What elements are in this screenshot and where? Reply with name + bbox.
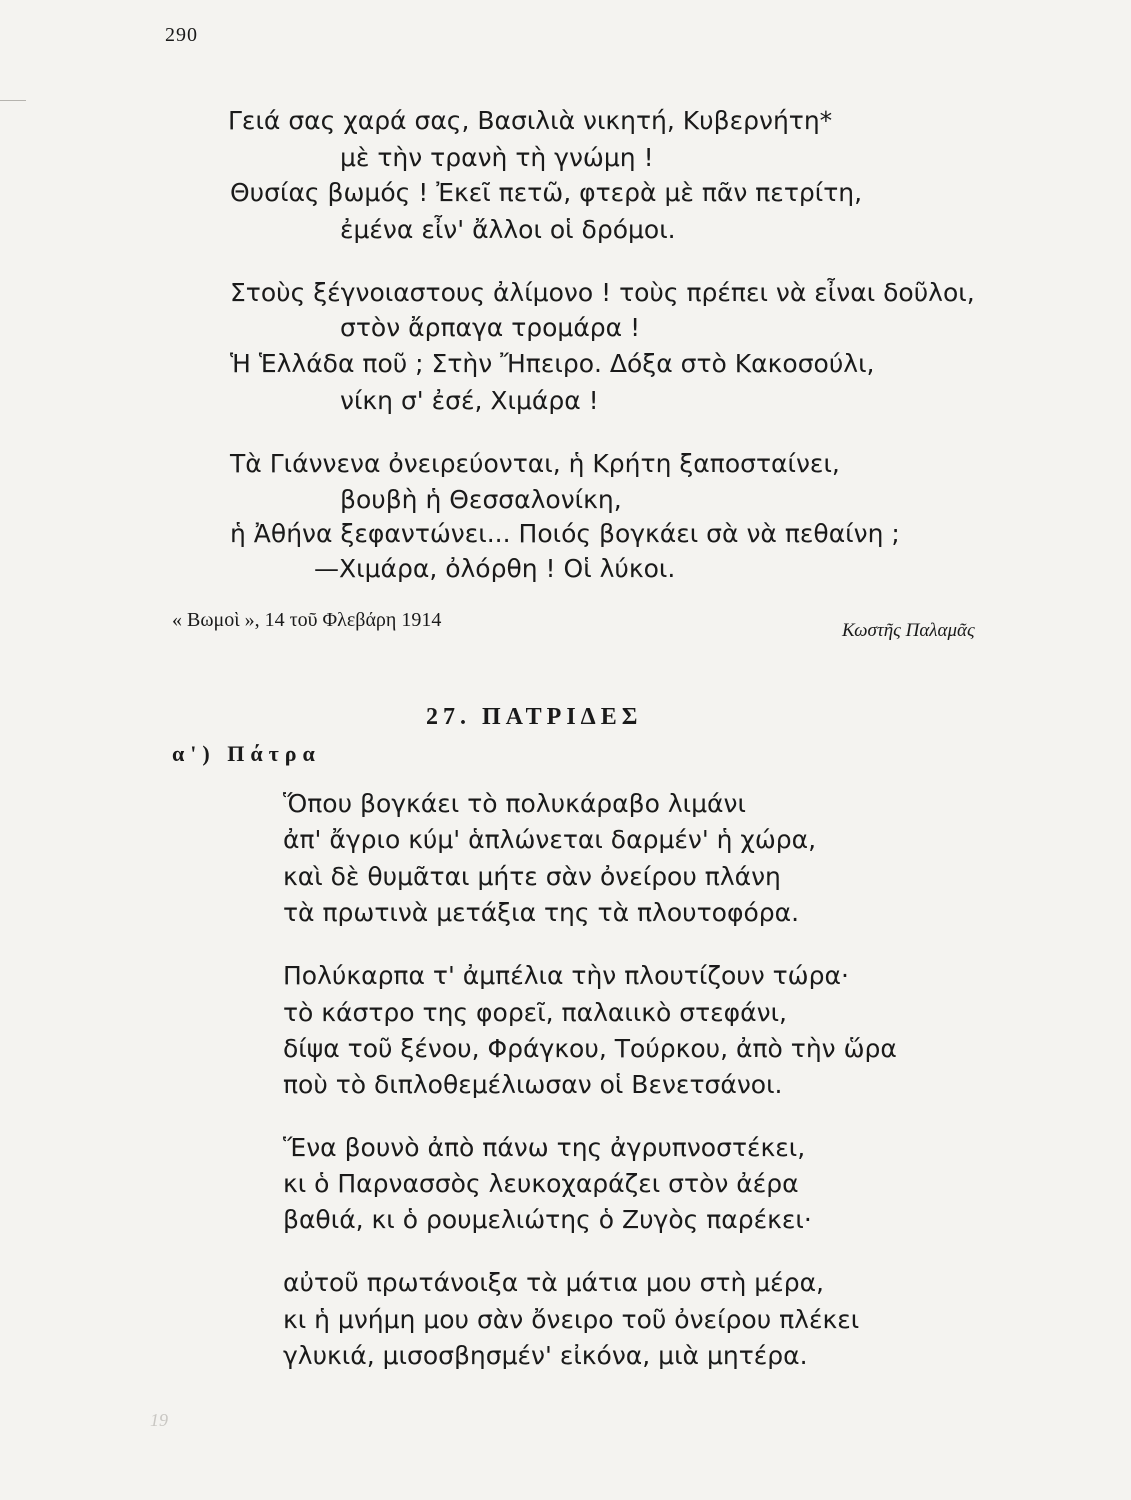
poem-line: γλυκιά, μισοσβησμέν' εἰκόνα, μιὰ μητέρα.: [283, 1341, 808, 1370]
poem-line: ἡ Ἀθήνα ξεφαντώνει... Ποιός βογκάει σὰ νὰ πεθαίνη ;: [230, 519, 900, 548]
poem-line: κι ἡ μνήμη μου σὰν ὄνειρο τοῦ ὀνείρου πλέκει: [283, 1305, 860, 1334]
poem-line: δίψα τοῦ ξένου, Φράγκου, Τούρκου, ἀπὸ τὴν ὥρα: [283, 1034, 897, 1063]
poem-line: Ἕνα βουνὸ ἀπὸ πάνω της ἀγρυπνοστέκει,: [283, 1133, 806, 1162]
signature-mark: 19: [150, 1410, 168, 1430]
page-edge-mark: [0, 100, 26, 101]
poem-line: ἐμένα εἶν' ἄλλοι οἱ δρόμοι.: [340, 215, 676, 244]
poem-line: Ἡ Ἑλλάδα ποῦ ; Στὴν Ἤπειρο. Δόξα στὸ Κακοσούλι,: [230, 349, 875, 378]
poem-line: Στοὺς ξέγνοιαστους ἀλίμονο ! τοὺς πρέπει νὰ εἶναι δοῦλοι,: [230, 278, 975, 307]
poem-line: στὸν ἄρπαγα τρομάρα !: [340, 313, 641, 342]
poem-source: « Βωμοὶ », 14 τοῦ Φλεβάρη 1914: [172, 609, 442, 631]
poem-line: νίκη σ' ἐσέ, Χιμάρα !: [340, 386, 599, 415]
poem-line: Θυσίας βωμός ! Ἐκεῖ πετῶ, φτερὰ μὲ πᾶν πετρίτη,: [230, 178, 863, 207]
poem-line: Ὅπου βογκάει τὸ πολυκάραβο λιμάνι: [283, 789, 746, 818]
section-heading: 27. ΠΑΤΡΙΔΕΣ: [426, 704, 643, 730]
poem-line: αὐτοῦ πρωτάνοιξα τὰ μάτια μου στὴ μέρα,: [283, 1268, 824, 1297]
poem-line: Τὰ Γιάννενα ὀνειρεύονται, ἡ Κρήτη ξαποσταίνει,: [230, 449, 840, 478]
poem-author: Κωστῆς Παλαμᾶς: [842, 620, 975, 641]
section-subheading: α') Πάτρα: [172, 741, 321, 766]
poem-line: καὶ δὲ θυμᾶται μήτε σὰν ὀνείρου πλάνη: [283, 862, 781, 891]
poem-line: ἀπ' ἄγριο κύμ' ἁπλώνεται δαρμέν' ἡ χώρα,: [283, 825, 817, 854]
poem-line: ποὺ τὸ διπλοθεμέλιωσαν οἱ Βενετσάνοι.: [283, 1070, 783, 1099]
poem-line: βουβὴ ἡ Θεσσαλονίκη,: [340, 485, 622, 514]
poem-line: —Χιμάρα, ὀλόρθη ! Οἱ λύκοι.: [314, 554, 676, 583]
poem-line: βαθιά, κι ὁ ρουμελιώτης ὁ Ζυγὸς παρέκει·: [283, 1205, 812, 1234]
page-number: 290: [165, 24, 198, 46]
poem-line: Γειά σας χαρά σας, Βασιλιὰ νικητή, Κυβερνήτη*: [228, 106, 833, 135]
poem-line: τὰ πρωτινὰ μετάξια της τὰ πλουτοφόρα.: [283, 898, 800, 927]
poem-line: Πολύκαρπα τ' ἀμπέλια τὴν πλουτίζουν τώρα·: [283, 961, 849, 990]
poem-line: κι ὁ Παρνασσὸς λευκοχαράζει στὸν ἀέρα: [283, 1169, 799, 1198]
poem-line: τὸ κάστρο της φορεῖ, παλαιικὸ στεφάνι,: [283, 998, 788, 1027]
poem-line: μὲ τὴν τρανὴ τὴ γνώμη !: [340, 143, 654, 172]
